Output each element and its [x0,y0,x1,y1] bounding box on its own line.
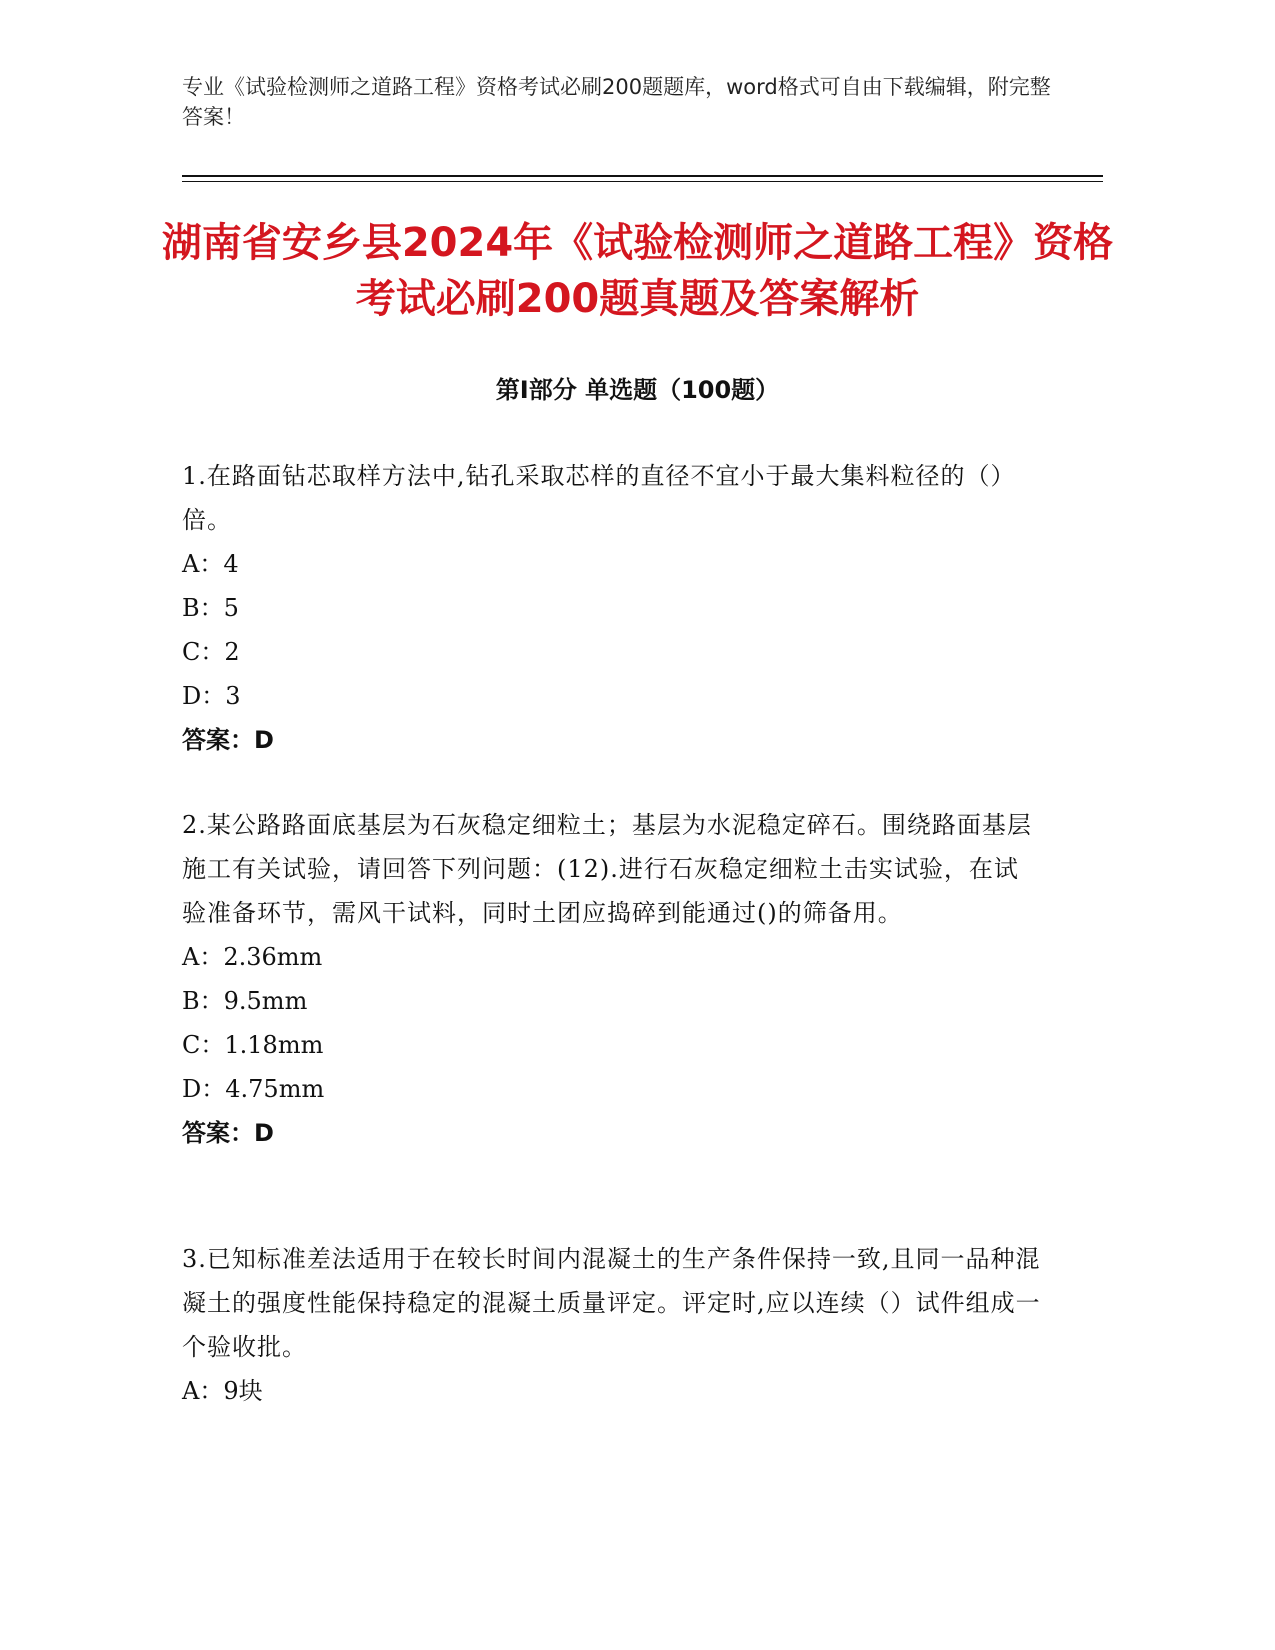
option-key: B： [182,987,224,1015]
option-key: D： [182,1075,226,1103]
header-divider-thick [182,175,1103,177]
option-key: A： [182,1377,224,1405]
option-c [182,1023,1042,1067]
option-a [182,935,1042,979]
option-text: 4.75mm [225,1075,325,1103]
question-stem: 1.在路面钻芯取样方法中,钻孔采取芯样的直径不宜小于最大集料粒径的（）倍。 [182,462,1016,534]
answer: 答案：D [182,726,274,754]
option-text: 9.5mm [223,987,308,1015]
option-text: 2 [224,638,240,666]
option-key: C： [182,638,225,666]
option-c [182,630,1042,674]
option-text: 1.18mm [224,1031,324,1059]
question-2 [182,803,1042,1155]
option-text: 9块 [223,1377,263,1405]
question-3 [182,1237,1042,1413]
question-stem: 3.已知标准差法适用于在较长时间内混凝土的生产条件保持一致,且同一品种混凝土的强度性能保持稳定的混凝土质量评定。评定时,应以连续（）试件组成一个验收批。 [182,1245,1041,1361]
option-text: 4 [223,550,239,578]
header-note: 专业《试验检测师之道路工程》资格考试必刷200题题库，word格式可自由下载编辑，附完整答案！ [182,75,1051,129]
option-key: C： [182,1031,225,1059]
option-key: A： [182,550,224,578]
option-b [182,979,1042,1023]
question-stem: 2.某公路路面底基层为石灰稳定细粒土；基层为水泥稳定碎石。围绕路面基层施工有关试验，请回答下列问题：(12).进行石灰稳定细粒土击实试验，在试验准备环节，需风干试料，同时土团应捣碎到能通过()的筛备用。 [182,811,1032,927]
question-1 [182,454,1042,762]
option-text: 5 [223,594,239,622]
option-key: D： [182,682,226,710]
option-text: 2.36mm [223,943,323,971]
option-key: A： [182,943,224,971]
option-d [182,674,1042,718]
option-text: 3 [225,682,241,710]
header-divider-thin [182,181,1103,182]
option-b [182,586,1042,630]
document-title: 湖南省安乡县2024年《试验检测师之道路工程》资格考试必刷200题真题及答案解析 [161,220,1114,322]
option-d [182,1067,1042,1111]
answer: 答案：D [182,1119,274,1147]
section-title: 第Ⅰ部分 单选题（100题） [495,376,780,404]
option-key: B： [182,594,224,622]
option-a [182,1369,1042,1413]
option-a [182,542,1042,586]
